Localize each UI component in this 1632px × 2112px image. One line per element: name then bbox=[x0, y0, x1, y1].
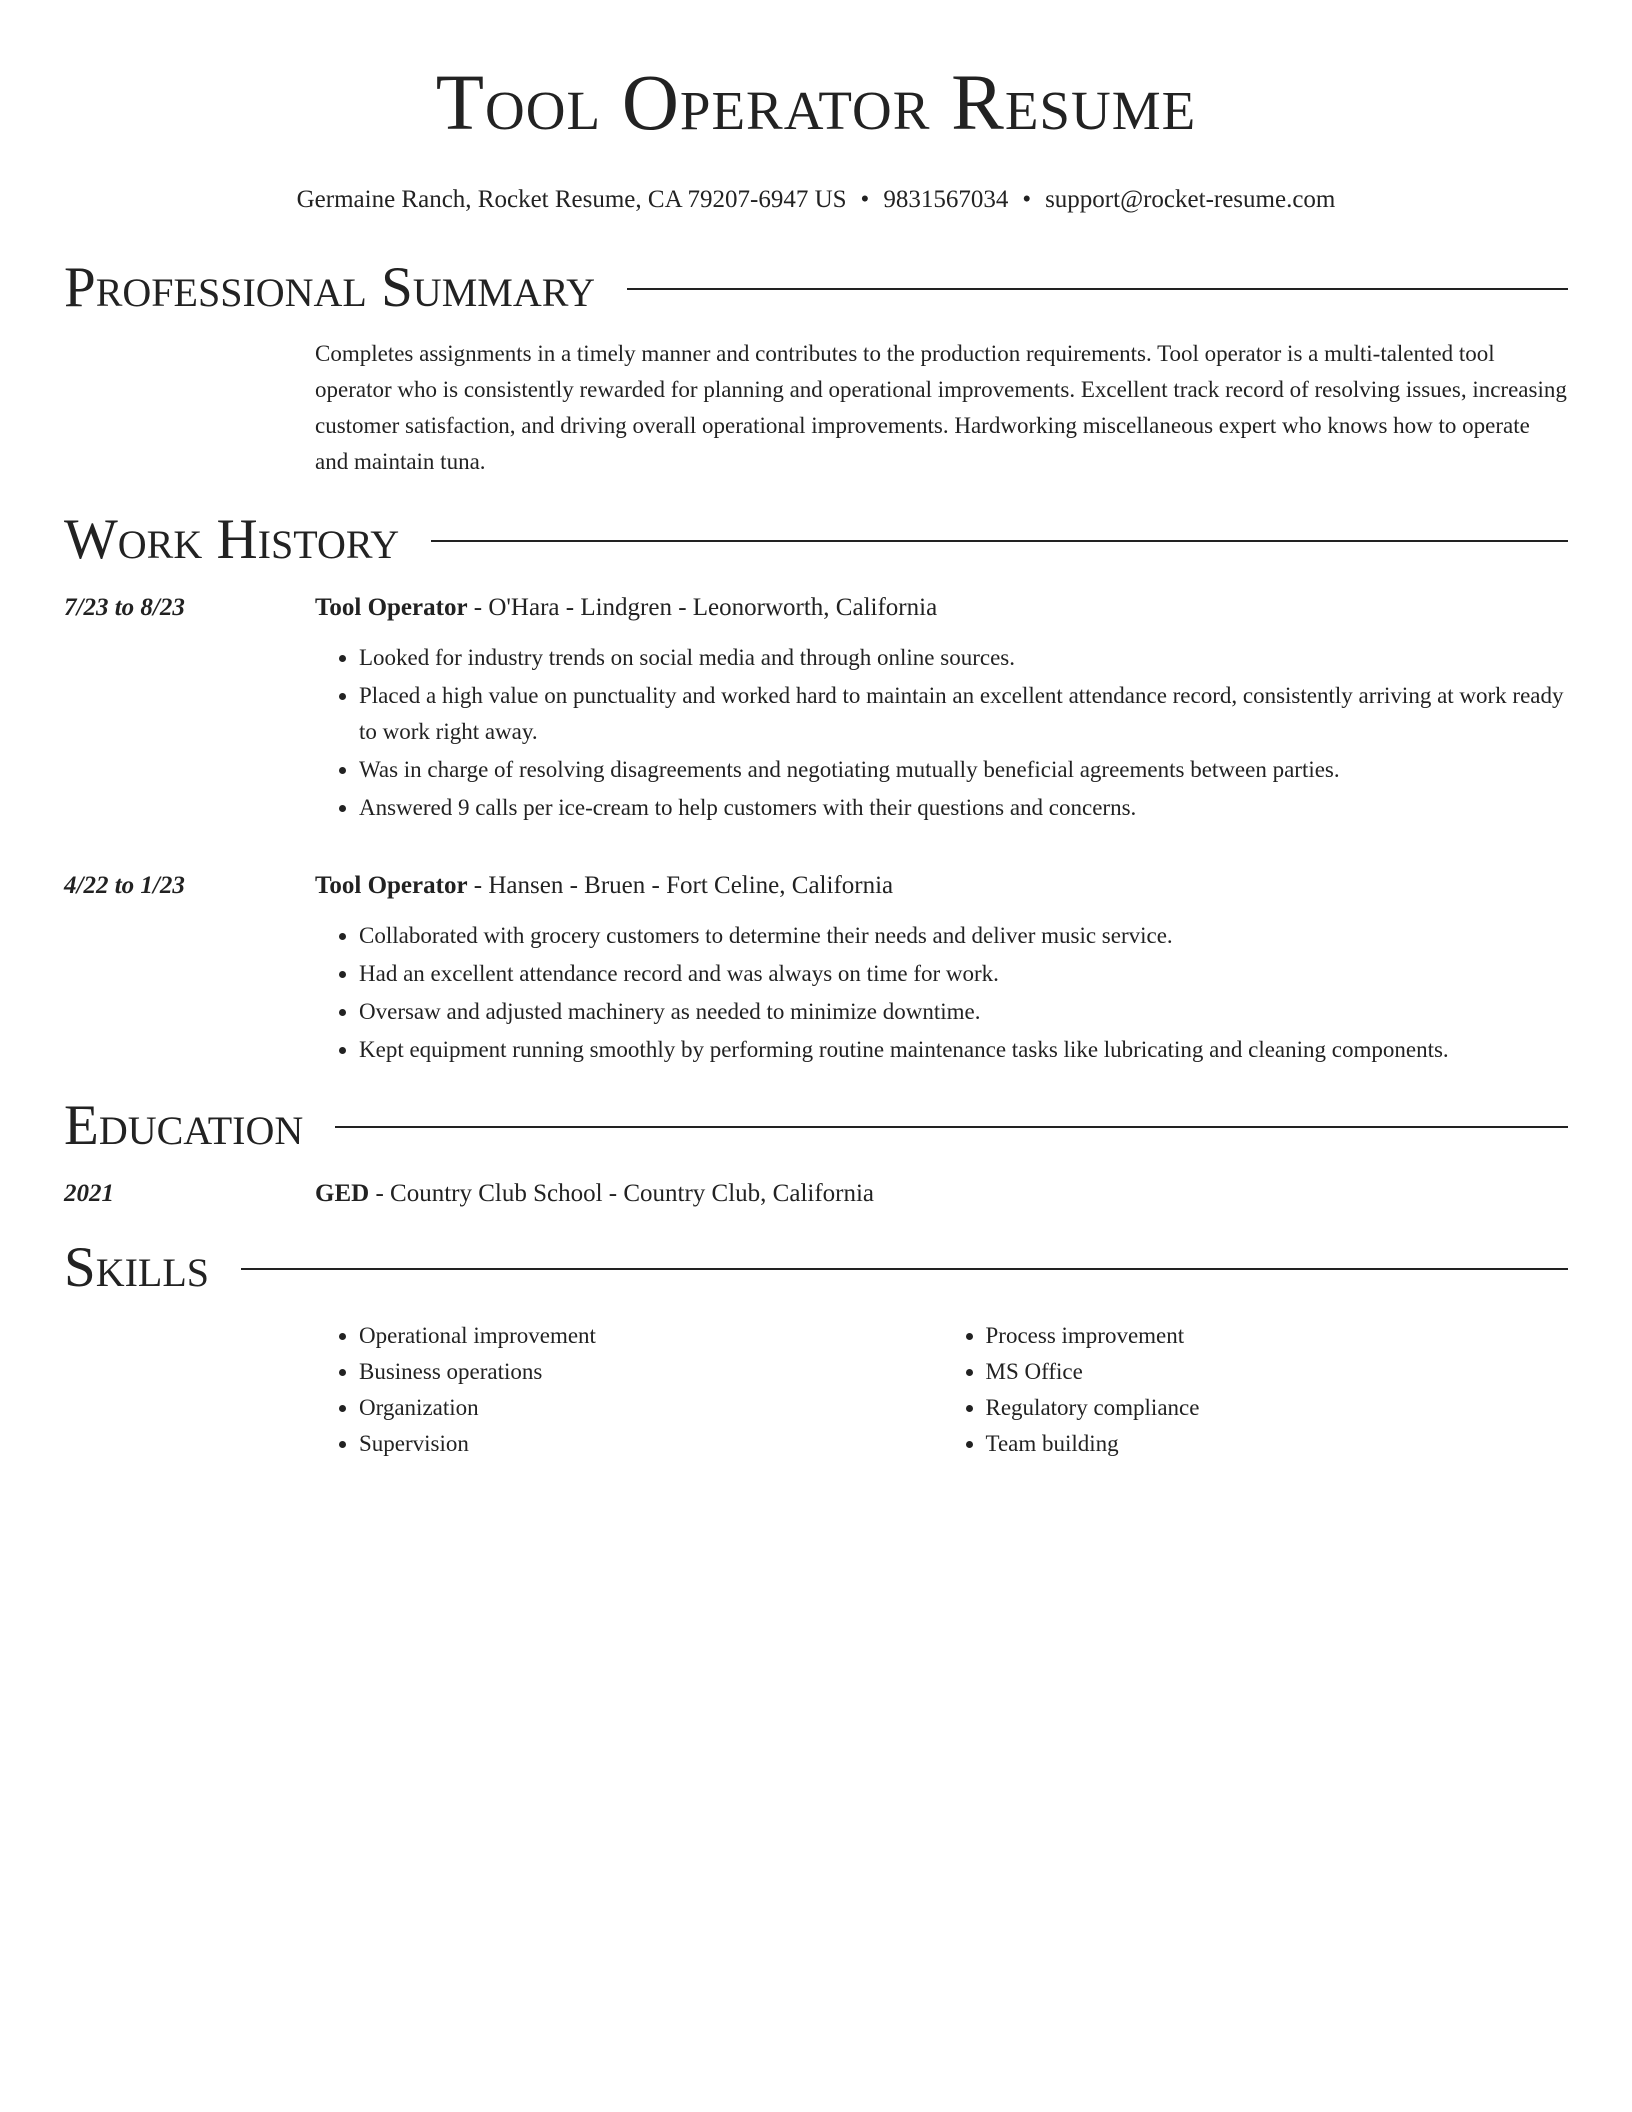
skill-item: • Organization bbox=[359, 1390, 942, 1426]
education-details: - Country Club School - Country Club, California bbox=[369, 1180, 875, 1207]
skill-item: • Regulatory compliance bbox=[986, 1390, 1569, 1426]
list-item: • Placed a high value on punctuality and worked hard to maintain an excellent attendance record, consistently arriving at work ready to work right away. bbox=[359, 678, 1568, 750]
resume-title: Tool Operator Resume bbox=[435, 60, 1197, 147]
skills-list bbox=[315, 1318, 1568, 1462]
job-role: Tool Operator bbox=[315, 594, 468, 621]
skills-section-header bbox=[64, 1236, 1568, 1300]
job-entry bbox=[64, 868, 1568, 1070]
job-dates: 4/22 to 1/23 bbox=[64, 872, 185, 899]
contact-phone: 9831567034 bbox=[883, 186, 1009, 213]
education-body bbox=[315, 1176, 1568, 1212]
skills-section-title: Skills bbox=[64, 1236, 210, 1299]
contact-address: Germaine Ranch, Rocket Resume, CA 79207-6947 US bbox=[296, 186, 847, 213]
skills-column-left bbox=[315, 1318, 942, 1462]
job-details: - O'Hara - Lindgren - Leonorworth, California bbox=[467, 594, 938, 621]
skill-item: • Supervision bbox=[359, 1426, 942, 1462]
job-heading bbox=[315, 590, 1568, 626]
job-bullets bbox=[315, 640, 1568, 826]
job-body bbox=[315, 590, 1568, 828]
skill-item: • MS Office bbox=[986, 1354, 1569, 1390]
section-divider bbox=[627, 288, 1568, 290]
list-item: • Answered 9 calls per ice-cream to help customers with their questions and concerns. bbox=[359, 790, 1568, 826]
education-year: 2021 bbox=[64, 1180, 114, 1207]
education-section-title: Education bbox=[64, 1094, 304, 1157]
section-divider bbox=[335, 1126, 1568, 1128]
education-heading bbox=[315, 1176, 1568, 1212]
skill-item: • Operational improvement bbox=[359, 1318, 942, 1354]
summary-section-header bbox=[64, 256, 1568, 320]
education-entry bbox=[64, 1176, 1568, 1212]
contact-separator: • bbox=[1022, 186, 1032, 213]
list-item: • Oversaw and adjusted machinery as needed to minimize downtime. bbox=[359, 994, 1568, 1030]
job-heading bbox=[315, 868, 1568, 904]
education-degree: GED bbox=[315, 1180, 370, 1207]
skill-item: • Process improvement bbox=[986, 1318, 1569, 1354]
section-divider bbox=[431, 540, 1568, 542]
contact-separator: • bbox=[860, 186, 870, 213]
work-section-title: Work History bbox=[64, 508, 400, 571]
resume-page bbox=[64, 0, 1568, 1462]
contact-email: support@rocket-resume.com bbox=[1045, 186, 1336, 213]
job-body bbox=[315, 868, 1568, 1070]
skill-item: • Team building bbox=[986, 1426, 1569, 1462]
job-bullets bbox=[315, 918, 1568, 1068]
section-divider bbox=[241, 1268, 1568, 1270]
summary-text: Completes assignments in a timely manner and contributes to the production requirements. Tool operator is a multi-talented tool operator who is consistently rewarded for planning and operational improvements. Excellent track record of resolving issues, increasing customer satisfaction, and driving overall operational improvements. Hardworking miscellaneous expert who knows how to operate and maintain tuna. bbox=[315, 341, 1567, 474]
list-item: • Collaborated with grocery customers to determine their needs and deliver music service. bbox=[359, 918, 1568, 954]
education-section-header bbox=[64, 1094, 1568, 1158]
list-item: • Looked for industry trends on social media and through online sources. bbox=[359, 640, 1568, 676]
work-section-header bbox=[64, 508, 1568, 572]
skill-item: • Business operations bbox=[359, 1354, 942, 1390]
list-item: • Was in charge of resolving disagreements and negotiating mutually beneficial agreements between parties. bbox=[359, 752, 1568, 788]
summary-section-title: Professional Summary bbox=[64, 256, 596, 319]
list-item: • Kept equipment running smoothly by performing routine maintenance tasks like lubricating and cleaning components. bbox=[359, 1032, 1568, 1068]
job-details: - Hansen - Bruen - Fort Celine, California bbox=[467, 872, 894, 899]
skills-column-right bbox=[942, 1318, 1569, 1462]
list-item: • Had an excellent attendance record and was always on time for work. bbox=[359, 956, 1568, 992]
job-role: Tool Operator bbox=[315, 872, 468, 899]
job-entry bbox=[64, 590, 1568, 828]
job-dates: 7/23 to 8/23 bbox=[64, 594, 185, 621]
contact-line bbox=[64, 184, 1568, 216]
